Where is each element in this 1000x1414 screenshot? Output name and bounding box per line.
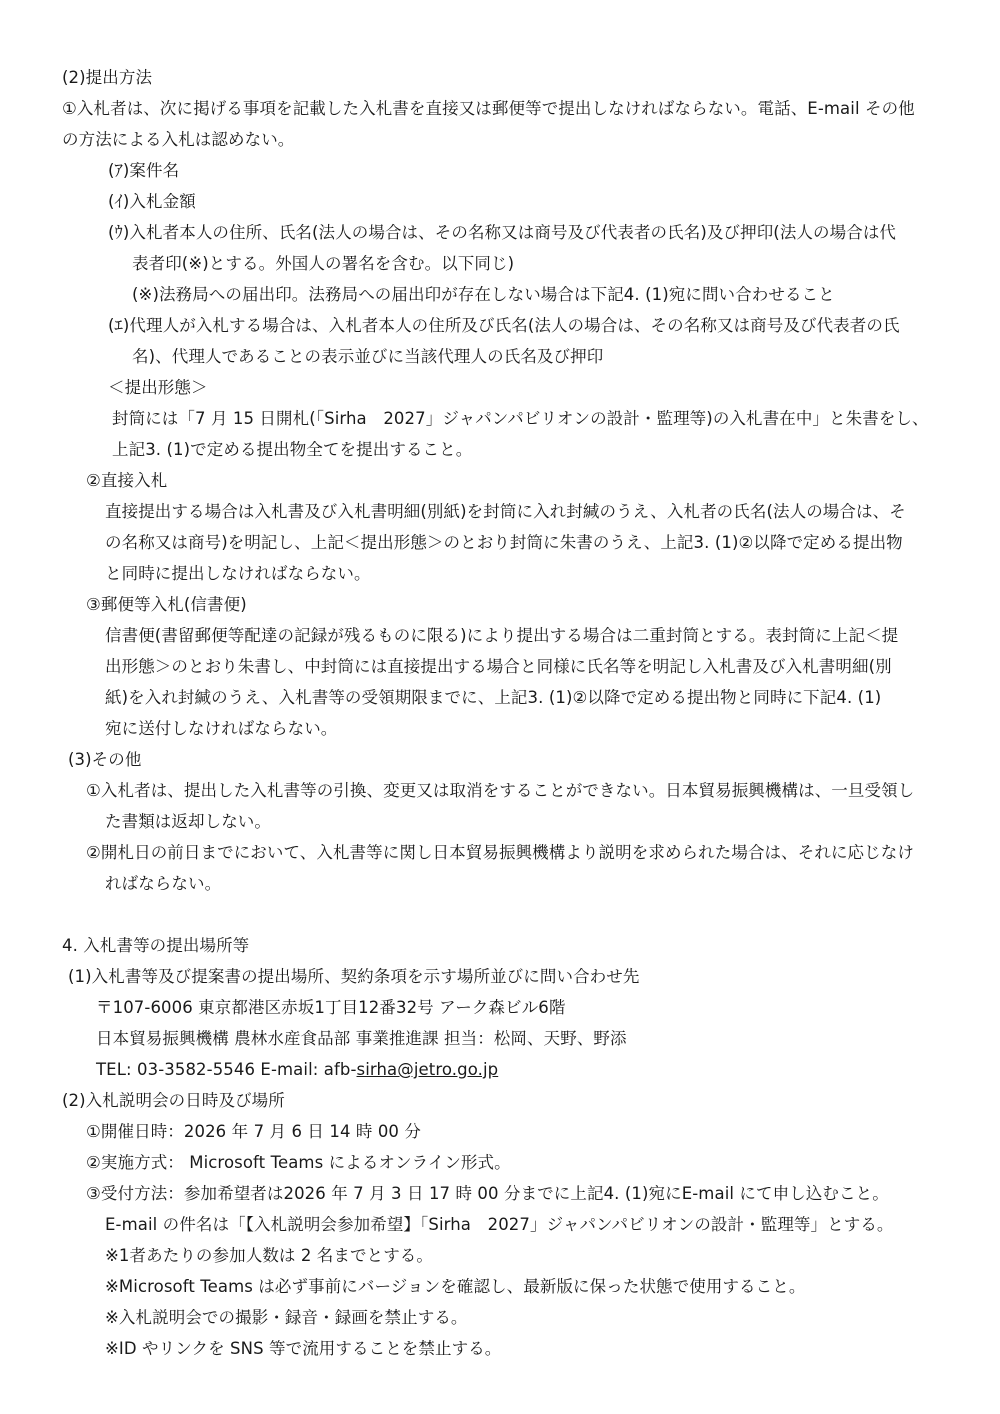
submission-form-line-2: 上記3. (1)で定める提出物全てを提出すること。: [112, 440, 473, 459]
briefing-method: ②実施方式： Microsoft Teams によるオンライン形式。: [86, 1153, 511, 1172]
section-4-1-heading: (1)入札書等及び提案書の提出場所、契約条項を示す場所並びに問い合わせ先: [68, 967, 640, 986]
contact-phone-label: TEL: 03-3582-5546 E-mail: afb-: [96, 1060, 357, 1079]
section-4-2-heading: (2)入札説明会の日時及び場所: [62, 1091, 285, 1110]
item-b-bid-amount: (ｲ)入札金額: [108, 192, 196, 211]
contact-organization: 日本貿易振興機構 農林水産食品部 事業推進課 担当：松岡、天野、野添: [96, 1029, 627, 1048]
other-item-1-line-2: た書類は返却しない。: [105, 812, 271, 831]
submission-item-1-line-2: の方法による入札は認めない。: [62, 130, 295, 149]
item-c-line-2: 表者印(※)とする。外国人の署名を含む。以下同じ): [132, 254, 515, 273]
contact-address: 〒107-6006 東京都港区赤坂1丁目12番32号 アーク森ビル6階: [96, 998, 566, 1017]
postal-bid-heading: ③郵便等入札(信書便): [86, 595, 247, 614]
note-participants: ※1者あたりの参加人数は 2 名までとする。: [105, 1246, 434, 1265]
direct-bid-line-1: 直接提出する場合は入札書及び入札書明細(別紙)を封筒に入れ封緘のうえ、入札者の氏名(法人の場合は、そ: [105, 502, 906, 521]
direct-bid-line-2: の名称又は商号)を明記し、上記＜提出形態＞のとおり封筒に朱書のうえ、上記3. (1)②以降で定める提出物: [105, 533, 903, 552]
postal-bid-line-1: 信書便(書留郵便等配達の記録が残るものに限る)により提出する場合は二重封筒とする。表封筒に上記＜提: [105, 626, 899, 645]
postal-bid-line-2: 出形態＞のとおり朱書し、中封筒には直接提出する場合と同様に氏名等を明記し入札書及び入札書明細(別: [105, 657, 892, 676]
submission-form-line-1: 封筒には「7 月 15 日開札(「Sirha 2027」ジャパンパビリオンの設計・監理等)の入札書在中」と朱書をし、: [112, 409, 929, 428]
item-d-line-1: (ｴ)代理人が入札する場合は、入札者本人の住所及び氏名(法人の場合は、その名称又は商号及び代表者の氏: [108, 316, 900, 335]
note-no-sharing: ※ID やリンクを SNS 等で流用することを禁止する。: [105, 1339, 502, 1358]
submission-form-heading: ＜提出形態＞: [108, 378, 208, 397]
note-no-recording: ※入札説明会での撮影・録音・録画を禁止する。: [105, 1308, 468, 1327]
section-2-heading: (2)提出方法: [62, 68, 153, 87]
section-4-heading: 4. 入札書等の提出場所等: [62, 936, 250, 955]
briefing-reception-line-2: E-mail の件名は「【入札説明会参加希望】「Sirha 2027」ジャパンパビリオンの設計・監理等」とする。: [105, 1215, 894, 1234]
briefing-reception-line-1: ③受付方法：参加希望者は2026 年 7 月 3 日 17 時 00 分までに上記4. (1)宛にE-mail にて申し込むこと。: [86, 1184, 889, 1203]
postal-bid-line-3: 紙)を入れ封緘のうえ、入札書等の受領期限までに、上記3. (1)②以降で定める提出物と同時に下記4. (1): [105, 688, 882, 707]
direct-bid-heading: ②直接入札: [86, 471, 168, 490]
direct-bid-line-3: と同時に提出しなければならない。: [105, 564, 371, 583]
contact-phone-email: [96, 1062, 498, 1079]
postal-bid-line-4: 宛に送付しなければならない。: [105, 719, 338, 738]
submission-item-1-line-1: ①入札者は、次に掲げる事項を記載した入札書を直接又は郵便等で提出しなければならない。電話、E-mail その他: [62, 99, 915, 118]
other-item-2-line-1: ②開札日の前日までにおいて、入札書等に関し日本貿易振興機構より説明を求められた場合は、それに応じなけ: [86, 843, 914, 862]
item-c-line-1: (ｳ)入札者本人の住所、氏名(法人の場合は、その名称又は商号及び代表者の氏名)及び押印(法人の場合は代: [108, 223, 897, 242]
briefing-date: ①開催日時：2026 年 7 月 6 日 14 時 00 分: [86, 1122, 421, 1141]
item-a-case-name: (ｱ)案件名: [108, 161, 180, 180]
other-item-1-line-1: ①入札者は、提出した入札書等の引換、変更又は取消をすることができない。日本貿易振興機構は、一旦受領し: [86, 781, 915, 800]
item-d-line-2: 名)、代理人であることの表示並びに当該代理人の氏名及び押印: [132, 347, 604, 366]
email-link[interactable]: sirha@jetro.go.jp: [356, 1060, 499, 1079]
other-item-2-line-2: ればならない。: [105, 874, 222, 893]
item-c-note: (※)法務局への届出印。法務局への届出印が存在しない場合は下記4. (1)宛に問い合わせること: [132, 285, 835, 304]
section-3-heading: (3)その他: [68, 750, 142, 769]
note-teams-version: ※Microsoft Teams は必ず事前にバージョンを確認し、最新版に保った状態で使用すること。: [105, 1277, 806, 1296]
